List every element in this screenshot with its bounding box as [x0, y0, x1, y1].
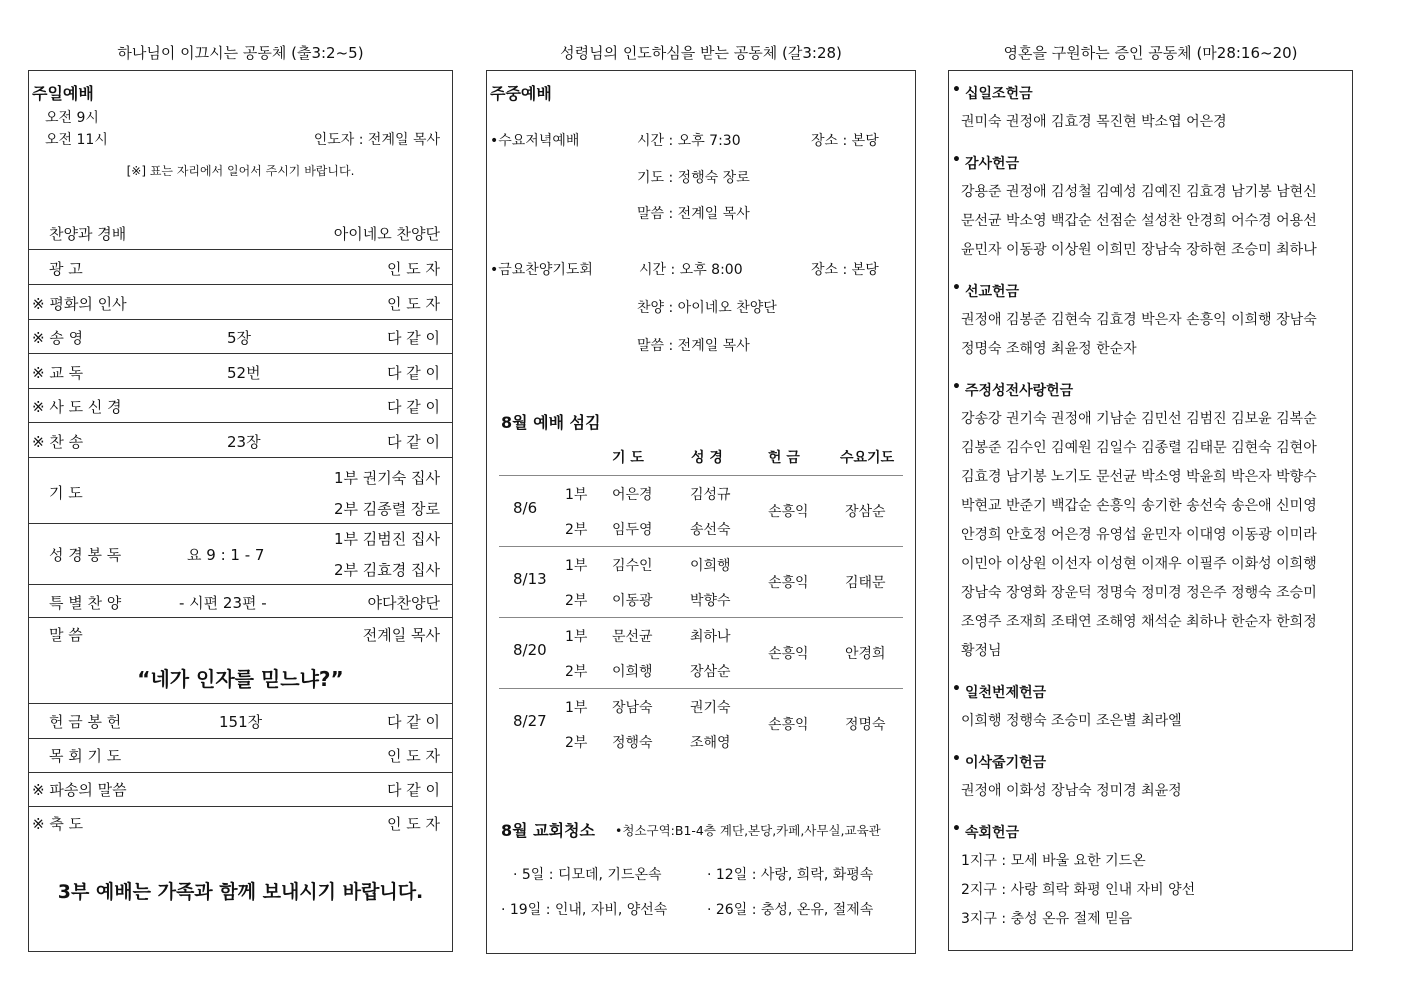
- offering-donors-line: 윤민자 이동광 이상원 이희민 장남숙 장하현 조승미 최하나: [961, 242, 1317, 258]
- sermon-title: “네가 인자를 믿느냐?”: [137, 667, 344, 691]
- week-date: 8/6: [513, 499, 538, 517]
- order-divider: [29, 457, 452, 458]
- reading-second-service: 2부 김효경 집사: [333, 561, 440, 579]
- order-item-label: ※ 교 독: [32, 364, 84, 382]
- order-divider: [29, 249, 452, 250]
- order-divider: [29, 806, 452, 807]
- table-divider: [499, 617, 903, 618]
- prayer-part-1: 김수인: [612, 558, 653, 574]
- service-part-1: 1부: [565, 487, 588, 503]
- wed-service-place: 장소 : 본당: [811, 133, 879, 149]
- order-item-label: 목 회 기 도: [49, 747, 122, 765]
- fri-service-place: 장소 : 본당: [811, 262, 879, 278]
- offering-category-title: 일천번제헌금: [965, 685, 1047, 701]
- cleaning-week-1: · 5일 : 디모데, 기드온속: [513, 867, 662, 883]
- prayer-part-2: 이희행: [612, 664, 653, 680]
- prayer-second-service: 2부 김종렬 장로: [333, 500, 440, 518]
- prayer-part-1: 문선균: [612, 629, 653, 645]
- right-column-header: 영혼을 구원하는 증인 공동체 (마28:16~20): [1003, 44, 1298, 62]
- middle-column-header: 성령님의 인도하심을 받는 공동체 (갈3:28): [560, 44, 842, 62]
- offering-donors-line: 권정애 김봉준 김현숙 김효경 박은자 손흥익 이희행 장남숙: [961, 312, 1317, 328]
- order-divider: [29, 319, 452, 320]
- wed-prayer-person: 정명숙: [845, 717, 886, 733]
- offerings-panel: [948, 70, 1353, 951]
- col-prayer: 기 도: [612, 450, 644, 466]
- wed-service-label: •수요저녁예배: [490, 133, 580, 149]
- offering-donors-line: 이희행 정행숙 조승미 조은별 최라엘: [961, 713, 1182, 729]
- offering-category-title: 주정성전사랑헌금: [965, 383, 1074, 399]
- order-item-leader: 다 같 이: [386, 364, 440, 382]
- left-column-header: 하나님이 이끄시는 공동체 (출3:2~5): [117, 44, 364, 62]
- order-item-leader: 인 도 자: [386, 295, 440, 313]
- order-item-label: 찬양과 경배: [49, 225, 127, 243]
- bible-part-1: 최하나: [690, 629, 731, 645]
- special-hymn-label: 특 별 찬 양: [49, 594, 122, 612]
- special-hymn-choir: 야다찬양단: [367, 594, 440, 612]
- offering-donors-line: 조영주 조재희 조태연 조해영 채석순 최하나 한순자 한희정: [961, 614, 1317, 630]
- bullet-icon: •: [952, 280, 961, 296]
- order-divider: [29, 422, 452, 423]
- offering-person: 손흥익: [768, 646, 809, 662]
- fri-service-sermon: 말씀 : 전계일 목사: [637, 338, 750, 354]
- bible-part-1: 김성규: [690, 487, 731, 503]
- sunday-time-2: 오전 11시: [45, 132, 108, 148]
- service-part-2: 2부: [565, 522, 588, 538]
- sermon-preacher: 전계일 목사: [362, 626, 440, 644]
- prayer-label: 기 도: [49, 484, 83, 502]
- offering-donors-line: 권정애 이화성 장남숙 정미경 최윤정: [961, 783, 1182, 799]
- wed-prayer-person: 김태문: [845, 575, 886, 591]
- service-part-2: 2부: [565, 735, 588, 751]
- order-divider: [29, 284, 452, 285]
- cleaning-week-4: · 26일 : 충성, 온유, 절제속: [707, 902, 874, 918]
- week-date: 8/13: [513, 570, 547, 588]
- fri-service-praise: 찬양 : 아이네오 찬양단: [637, 300, 777, 316]
- order-item-label: ※ 평화의 인사: [32, 295, 127, 313]
- bullet-icon: •: [952, 751, 961, 767]
- midweek-panel: [486, 70, 916, 954]
- order-divider: [29, 772, 452, 773]
- order-item-detail: 5장: [227, 329, 252, 347]
- bible-part-2: 조해영: [690, 735, 731, 751]
- order-item-leader: 인 도 자: [386, 815, 440, 833]
- offering-donors-line: 강송강 권기숙 권정애 기남순 김민선 김범진 김보윤 김복순: [961, 411, 1317, 427]
- sunday-time-1: 오전 9시: [45, 110, 99, 126]
- offering-donors-line: 3지구 : 충성 온유 절제 믿음: [961, 911, 1133, 927]
- offering-category-title: 이삭줍기헌금: [965, 755, 1047, 771]
- order-item-detail: 151장: [219, 713, 263, 731]
- midweek-title: 주중예배: [490, 84, 552, 103]
- wed-service-sermon: 말씀 : 전계일 목사: [637, 206, 750, 222]
- order-item-detail: 23장: [227, 433, 261, 451]
- bullet-icon: •: [952, 821, 961, 837]
- prayer-part-2: 이동광: [612, 593, 653, 609]
- col-wed-prayer: 수요기도: [840, 450, 895, 466]
- bullet-icon: •: [952, 379, 961, 395]
- service-part-2: 2부: [565, 664, 588, 680]
- table-divider: [499, 475, 903, 476]
- reading-label: 성 경 봉 독: [49, 546, 122, 564]
- prayer-first-service: 1부 권기숙 집사: [333, 469, 440, 487]
- col-offering: 헌 금: [768, 450, 800, 466]
- wed-prayer-person: 장삼순: [845, 504, 886, 520]
- offering-person: 손흥익: [768, 717, 809, 733]
- offering-donors-line: 김효경 남기봉 노기도 문선균 박소영 박윤희 박은자 박향수: [961, 469, 1317, 485]
- reading-passage: 요 9 : 1 - 7: [187, 546, 265, 564]
- standing-note: [※] 표는 자리에서 일어서 주시기 바랍니다.: [126, 164, 355, 178]
- order-item-leader: 인 도 자: [386, 747, 440, 765]
- order-item-label: ※ 송 영: [32, 329, 84, 347]
- order-item-detail: 52번: [227, 364, 261, 382]
- reading-first-service: 1부 김범진 집사: [333, 530, 440, 548]
- offering-category-title: 감사헌금: [965, 156, 1020, 172]
- fri-service-label: •금요찬양기도회: [490, 262, 593, 278]
- order-item-label: ※ 찬 송: [32, 433, 84, 451]
- offering-person: 손흥익: [768, 504, 809, 520]
- order-item-label: 광 고: [49, 260, 83, 278]
- bullet-icon: •: [952, 152, 961, 168]
- special-hymn-psalm: - 시편 23편 -: [179, 594, 267, 612]
- offering-person: 손흥익: [768, 575, 809, 591]
- offering-donors-line: 김봉준 김수인 김예원 김일수 김종렬 김태문 김현숙 김현아: [961, 440, 1317, 456]
- order-item-leader: 다 같 이: [386, 329, 440, 347]
- order-item-leader: 다 같 이: [386, 433, 440, 451]
- order-item-label: ※ 사 도 신 경: [32, 398, 122, 416]
- offering-donors-line: 정명숙 조해영 최윤정 한순자: [961, 341, 1137, 357]
- fri-service-time: 시간 : 오후 8:00: [639, 262, 743, 278]
- offering-donors-line: 1지구 : 모세 바울 요한 기드온: [961, 853, 1146, 869]
- cleaning-title: 8월 교회청소: [501, 821, 595, 840]
- order-item-label: ※ 파송의 말씀: [32, 781, 127, 799]
- service-part-1: 1부: [565, 558, 588, 574]
- offering-donors-line: 박현교 반준기 백갑순 손흥익 송기한 송선숙 송은애 신미영: [961, 498, 1317, 514]
- prayer-part-2: 임두영: [612, 522, 653, 538]
- week-date: 8/27: [513, 712, 547, 730]
- wed-service-time: 시간 : 오후 7:30: [637, 133, 741, 149]
- prayer-part-1: 장남숙: [612, 700, 653, 716]
- bible-part-1: 이희행: [690, 558, 731, 574]
- offering-category-title: 속회헌금: [965, 825, 1020, 841]
- order-divider: [29, 388, 452, 389]
- bullet-icon: •: [952, 82, 961, 98]
- table-divider: [499, 546, 903, 547]
- order-item-label: 헌 금 봉 헌: [49, 713, 122, 731]
- service-schedule-title: 8월 예배 섬김: [501, 413, 601, 432]
- offering-donors-line: 문선균 박소영 백갑순 선점순 설성찬 안경희 어수경 어용선: [961, 213, 1317, 229]
- cleaning-week-2: · 12일 : 사랑, 희락, 화평속: [707, 867, 874, 883]
- col-bible: 성 경: [691, 450, 723, 466]
- order-divider: [29, 353, 452, 354]
- order-divider: [29, 738, 452, 739]
- offering-category-title: 선교헌금: [965, 284, 1020, 300]
- bible-part-2: 박향수: [690, 593, 731, 609]
- prayer-part-1: 어은경: [612, 487, 653, 503]
- sunday-worship-panel: [28, 70, 453, 952]
- offering-donors-line: 이민아 이상원 이선자 이성현 이재우 이필주 이화성 이희행: [961, 556, 1317, 572]
- sunday-title: 주일예배: [32, 84, 94, 103]
- sunday-leader: 인도자 : 전계일 목사: [313, 132, 440, 148]
- order-item-leader: 아이네오 찬양단: [333, 225, 440, 243]
- sermon-label: 말 씀: [49, 626, 83, 644]
- service-part-1: 1부: [565, 700, 588, 716]
- prayer-part-2: 정행숙: [612, 735, 653, 751]
- bible-part-2: 장삼순: [690, 664, 731, 680]
- offering-donors-line: 장남숙 장영화 장운덕 정명숙 정미경 정은주 정행숙 조승미: [961, 585, 1317, 601]
- offering-donors-line: 강용준 권정애 김성철 김예성 김예진 김효경 남기봉 남현신: [961, 184, 1317, 200]
- service-part-2: 2부: [565, 593, 588, 609]
- offering-donors-line: 황정님: [961, 643, 1002, 659]
- wed-service-prayer: 기도 : 정행숙 장로: [637, 170, 750, 186]
- bullet-icon: •: [952, 681, 961, 697]
- cleaning-area: •청소구역:B1-4층 계단,본당,카페,사무실,교육관: [615, 823, 881, 838]
- bible-part-2: 송선숙: [690, 522, 731, 538]
- offering-donors-line: 안경희 안호정 어은경 유영섭 윤민자 이대영 이동광 이미라: [961, 527, 1317, 543]
- sunday-footer: 3부 예배는 가족과 함께 보내시기 바랍니다.: [57, 881, 424, 903]
- wed-prayer-person: 안경희: [845, 646, 886, 662]
- order-item-leader: 인 도 자: [386, 260, 440, 278]
- cleaning-week-3: · 19일 : 인내, 자비, 양선속: [501, 902, 668, 918]
- offering-donors-line: 2지구 : 사랑 희락 화평 인내 자비 양선: [961, 882, 1196, 898]
- order-item-leader: 다 같 이: [386, 781, 440, 799]
- order-item-leader: 다 같 이: [386, 398, 440, 416]
- service-part-1: 1부: [565, 629, 588, 645]
- order-item-leader: 다 같 이: [386, 713, 440, 731]
- offering-donors-line: 권미숙 권정애 김효경 목진현 박소엽 어은경: [961, 114, 1227, 130]
- order-item-label: ※ 축 도: [32, 815, 84, 833]
- bible-part-1: 권기숙: [690, 700, 731, 716]
- week-date: 8/20: [513, 641, 547, 659]
- offering-category-title: 십일조헌금: [965, 86, 1033, 102]
- table-divider: [499, 688, 903, 689]
